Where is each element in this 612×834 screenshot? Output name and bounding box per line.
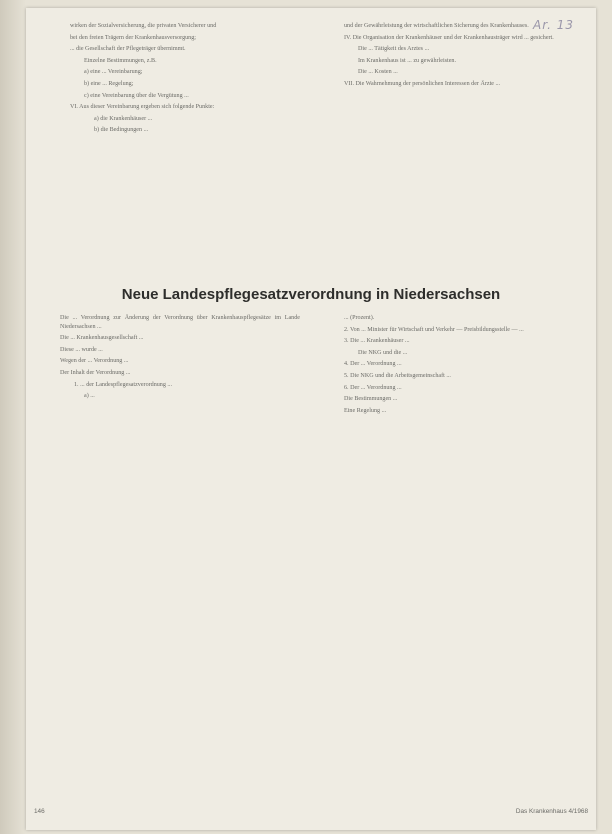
paragraph: VI. Aus dieser Vereinbarung ergeben sich folgende Punkte: bbox=[70, 104, 215, 111]
paragraph: Die ... Krankenhausgesellschaft ... bbox=[60, 335, 144, 342]
article-title: Neue Landespflegesatzverordnung in Niedersachsen bbox=[121, 286, 501, 303]
list-item: 5. Die NKG und die Arbeitsgemeinschaft ... bbox=[344, 372, 451, 379]
paragraph: IV. Die Organisation der Krankenhäuser und der Krankenhausträger wird ... gesichert. bbox=[344, 34, 554, 41]
paragraph: Die NKG und die ... bbox=[358, 349, 408, 356]
list-item: 6. Der ... Verordnung ... bbox=[344, 384, 402, 391]
paragraph: Die ... Tätigkeit des Arztes ... bbox=[358, 46, 430, 53]
bottom-left-column bbox=[60, 314, 300, 404]
list-item: b) eine ... Regelung; bbox=[84, 80, 134, 87]
bottom-right-column bbox=[344, 314, 574, 418]
paragraph: ... (Prozent). bbox=[344, 315, 375, 321]
list-item: a) ... bbox=[84, 393, 95, 400]
document-page bbox=[26, 8, 596, 830]
paragraph: Einzelne Bestimmungen, z.B. bbox=[84, 57, 157, 64]
list-item: 1. ... der Landespflegesatzverordnung ... bbox=[74, 381, 172, 388]
paragraph: Der Inhalt der Verordnung ... bbox=[60, 369, 131, 376]
paragraph: Im Krankenhaus ist ... zu gewährleisten. bbox=[358, 57, 456, 64]
paragraph: ... die Gesellschaft der Pflegeträger übernimmt. bbox=[70, 46, 186, 53]
paragraph: Wegen der ... Verordnung ... bbox=[60, 358, 129, 365]
journal-name: Das Krankenhaus 4/1968 bbox=[515, 808, 588, 815]
list-item: 3. Die ... Krankenhäuser ... bbox=[344, 338, 410, 345]
list-item: 4. Der ... Verordnung ... bbox=[344, 361, 402, 368]
paragraph: Eine Regelung ... bbox=[344, 407, 387, 414]
top-left-column bbox=[70, 22, 288, 138]
list-item: a) die Krankenhäuser ... bbox=[94, 115, 153, 122]
list-item: b) die Bedingungen ... bbox=[94, 127, 149, 134]
paragraph: und der Gewährleistung der wirtschaftlichen Sicherung des Krankenhauses. bbox=[344, 23, 529, 29]
scan-edge bbox=[0, 0, 26, 834]
paragraph: Die Bestimmungen ... bbox=[344, 396, 398, 403]
paragraph: bei den freien Trägern der Krankenhausversorgung; bbox=[70, 34, 196, 41]
page-footer bbox=[34, 808, 588, 815]
paragraph: wirken der Sozialversicherung, die privaten Versicherer und bbox=[70, 23, 217, 29]
list-item: a) eine ... Vereinbarung; bbox=[84, 69, 143, 76]
paragraph: Die ... Verordnung zur Änderung der Verordnung über Krankenhauspflegesätze im Lande Niedersachsen ... bbox=[60, 315, 300, 330]
paragraph: Diese ... wurde ... bbox=[60, 346, 103, 353]
handwritten-note: Ar. 13 bbox=[533, 18, 574, 32]
list-item: 2. Von ... Minister für Wirtschaft und Verkehr — Preisbildungsstelle — ... bbox=[344, 326, 524, 333]
paragraph: VII. Die Wahrnehmung der persönlichen Interessen der Ärzte ... bbox=[344, 80, 501, 87]
list-item: c) eine Vereinbarung über die Vergütung ... bbox=[84, 92, 189, 99]
paragraph: Die ... Kosten ... bbox=[358, 69, 398, 76]
page-number: 146 bbox=[34, 808, 45, 815]
top-right-column bbox=[344, 22, 572, 92]
